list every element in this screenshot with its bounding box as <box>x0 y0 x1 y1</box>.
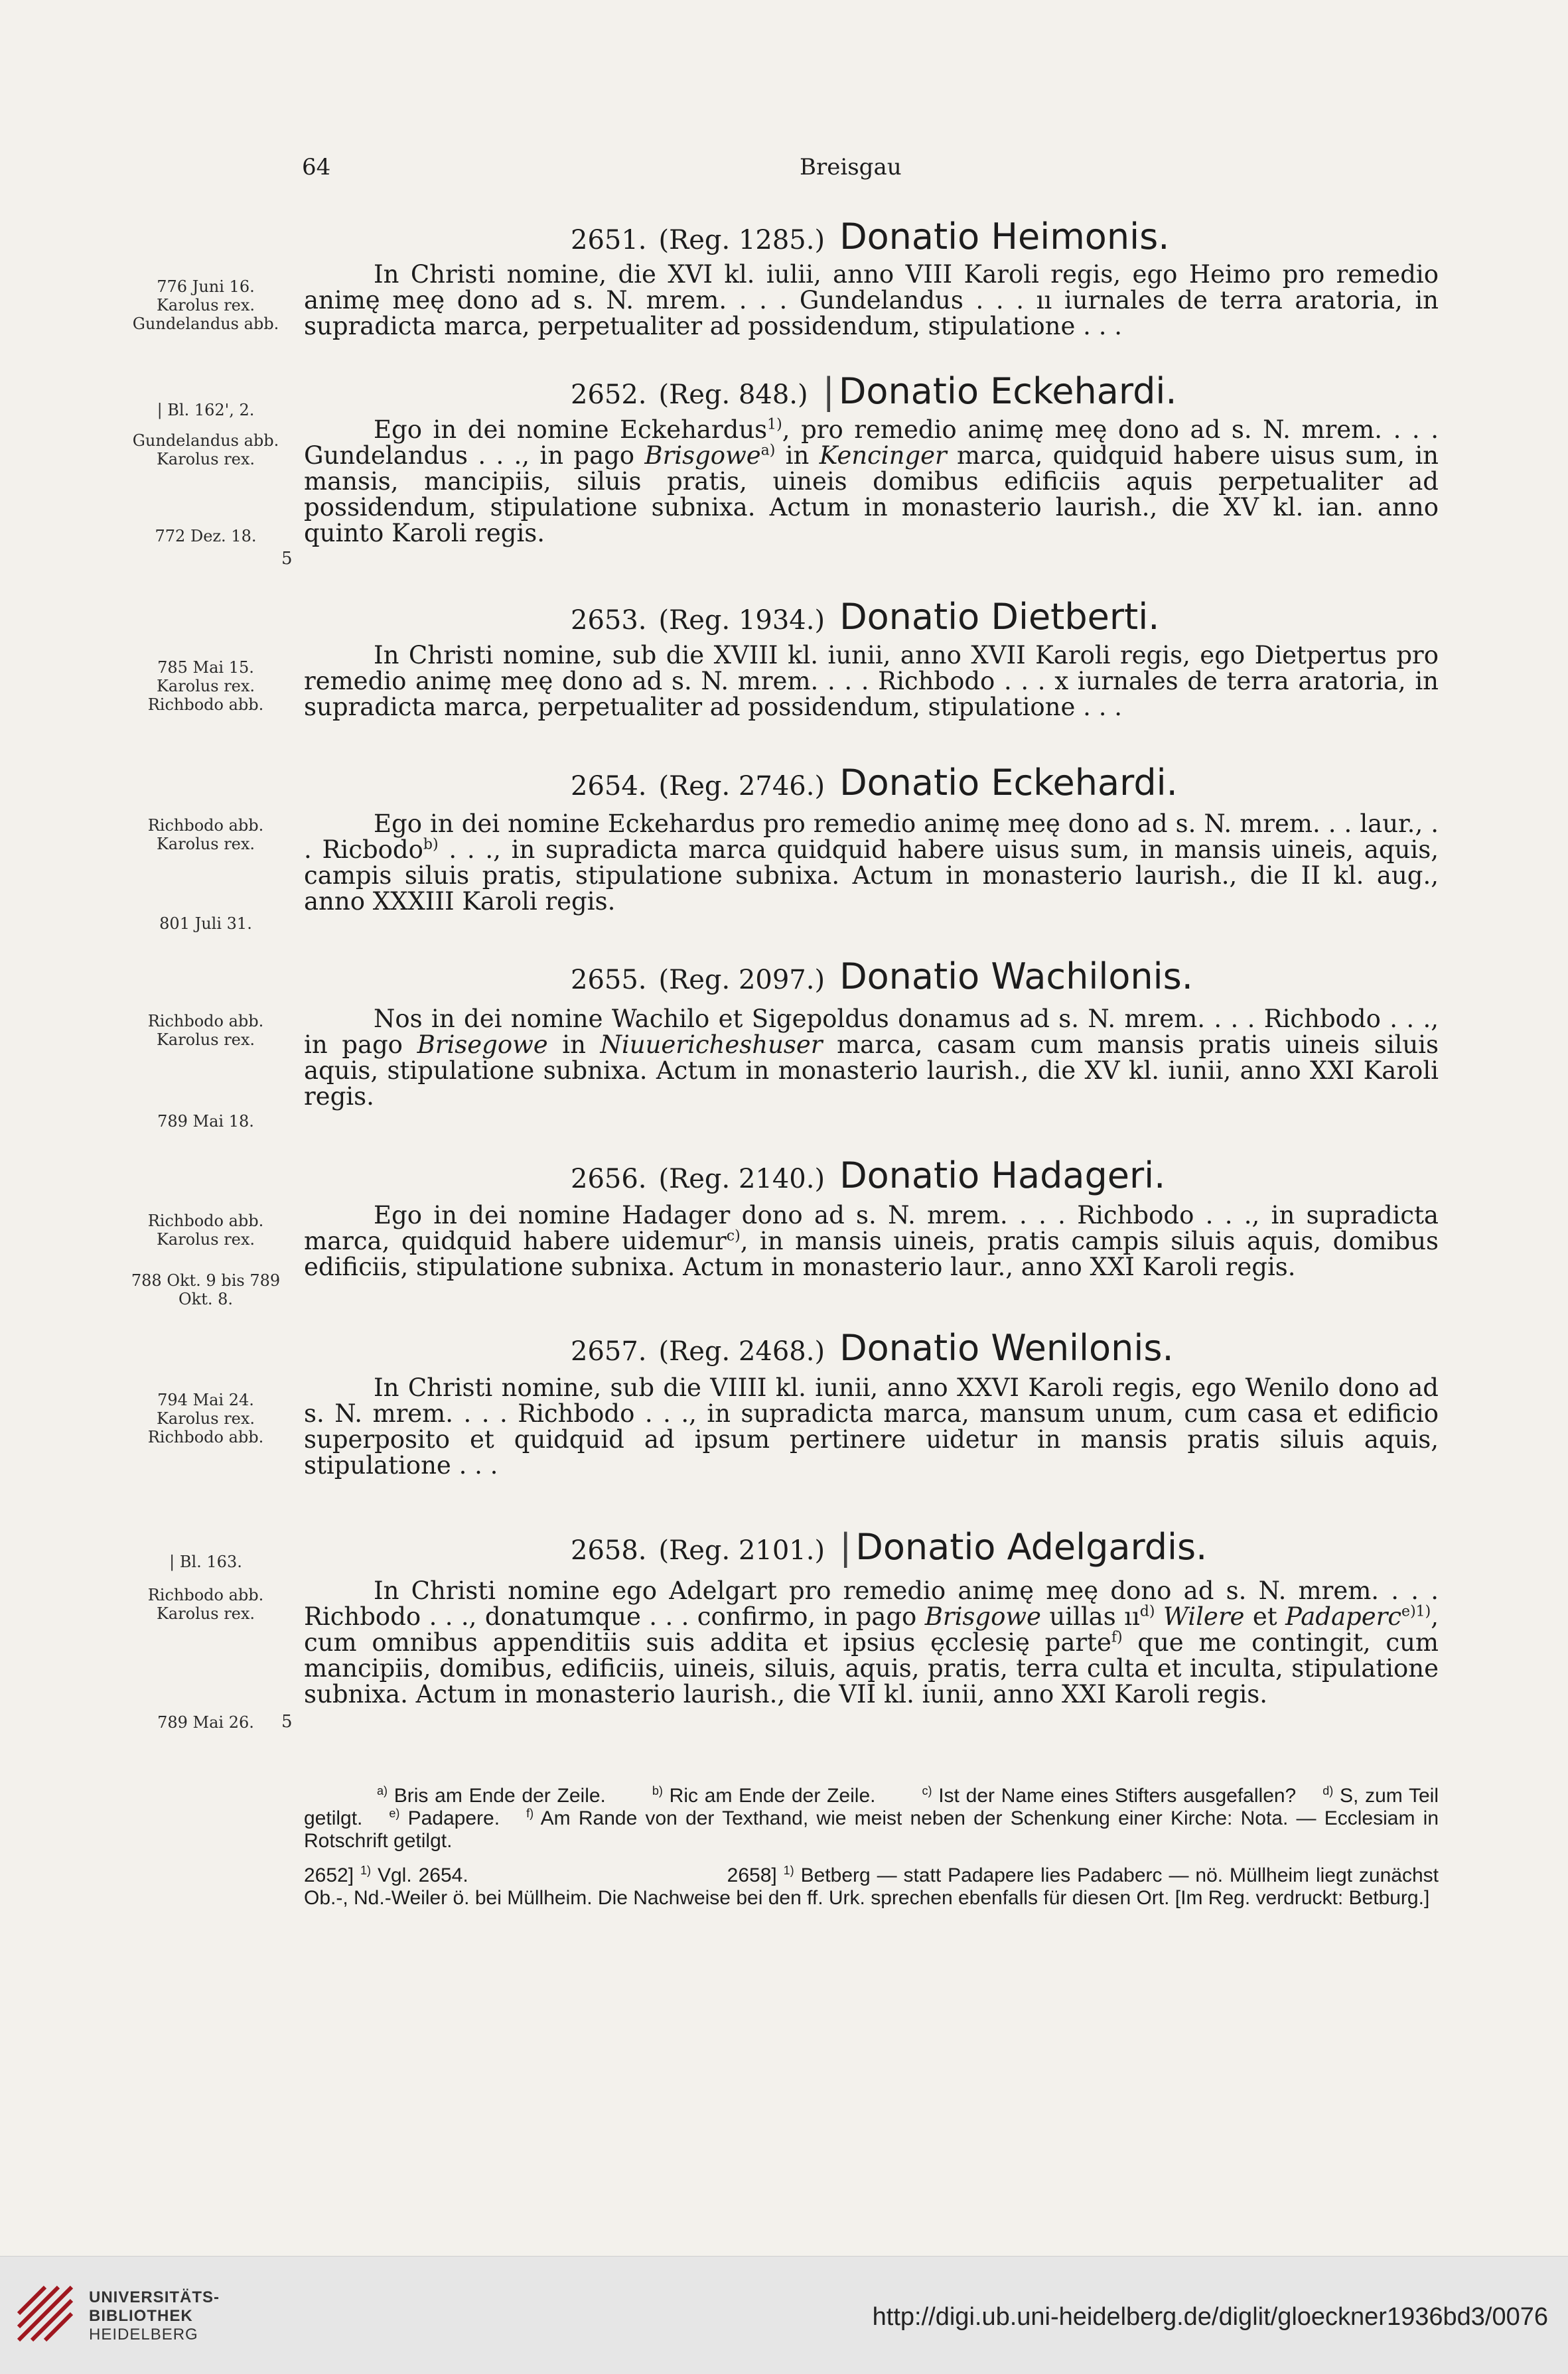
entry-number: 2657. <box>571 1336 647 1367</box>
margin-date: 801 Juli 31. <box>159 914 252 933</box>
margin-date: 789 Mai 18. <box>157 1112 254 1131</box>
margin-text: Richbodo abb. <box>147 816 264 835</box>
entry-text-2652: Ego in dei nomine Eckehardus$^{1)}$, pro remedio animę meę dono ad s. N. mrem. . . . Gundelandus . . ., in pago Brisgowe$^{a)}$ in Kencinger marca, quidquid habere uisus sum, in mansis, mancipiis, siluis pratis, uineis domibus edificiis aquis perpetualiter ad possidendum, stipulatione subnixa. Actum in monasterio laurish., die XV kl. ian. anno quinto Karoli regis. <box>304 415 1439 547</box>
entry-title: Donatio Hadageri. <box>839 1154 1166 1196</box>
margin-text: Karolus rex. <box>156 1230 255 1249</box>
folio-mark: | <box>822 370 835 412</box>
margin-note <box>126 1012 285 1049</box>
entry-heading-2653 <box>571 596 1159 638</box>
entry-heading-2651 <box>571 216 1169 257</box>
margin-folio: | Bl. 163. <box>169 1553 242 1571</box>
line-number: 5 <box>281 1712 293 1732</box>
entry-text-2657: In Christi nomine, sub die VIIII kl. iunii, anno XXVI Karoli regis, ego Wenilo dono ad s. N. mrem. . . . Richbodo . . ., in supradicta marca, mansum unum, cum casa et edificio superposito et quidquid ad ipsum pertinere uidetur in mansis pratis siluis aquis, stipulatione . . . <box>304 1373 1439 1480</box>
margin-text: Karolus rex. <box>156 296 255 314</box>
line-number: 5 <box>281 549 293 569</box>
entry-text-2654: Ego in dei nomine Eckehardus pro remedio animę meę dono ad s. N. mrem. . . laur., . . Ricbodo$^{b)}$ . . ., in supradicta marca quidquid habere uisus sum, in mansis uineis, aquis, campis siluis pratis, stipulatione subnixa. Actum in monasterio laurish., die II kl. aug., anno XXXIII Karoli regis. <box>304 809 1439 916</box>
running-head <box>0 154 1568 187</box>
register-ref: (Reg. 848.) <box>658 380 808 410</box>
entry-text-2658: In Christi nomine ego Adelgart pro remedio animę meę dono ad s. N. mrem. . . . Richbodo . . ., donatumque . . . confirmo, in pago Brisgowe uillas $ıı^{d)}$ Wilere et Padaperc$^{e)1)}$, cum omnibus appenditiis suis addita et ipsius ęcclesię parte$^{f)}$ que me contingit, cum mancipiis, domibus, edificiis, uineis, siluis, aquis, pratis, terra culta et inculta, stipulatione subnixa. Actum in monasterio laurish., die VII kl. iunii, anno XXI Karoli regis. <box>304 1576 1439 1709</box>
page-number: 64 <box>302 154 331 180</box>
entry-heading-2657 <box>571 1327 1174 1369</box>
margin-folio: | Bl. 162', 2. <box>157 401 255 419</box>
footnotes <box>304 1785 1439 1921</box>
viewer-footer <box>0 2256 1568 2374</box>
margin-text: Richbodo abb. <box>147 695 264 714</box>
margin-text: Karolus rex. <box>156 1030 255 1049</box>
margin-text: Richbodo abb. <box>147 1012 264 1030</box>
entry-heading-2652 <box>571 370 1177 412</box>
entry-heading-2655 <box>571 955 1193 997</box>
entry-number: 2656. <box>571 1164 647 1194</box>
entry-number: 2658. <box>571 1535 647 1566</box>
margin-date: 776 Juni 16. <box>157 277 255 296</box>
entry-title: Donatio Eckehardi. <box>838 370 1177 412</box>
entry-number: 2655. <box>571 965 647 995</box>
commentary-notes: 2652] $^{1)}$ Vgl. 2654. 2658] $^{1)}$ Betberg — statt Padapere lies Padaberc — nö. Müllheim liegt zunächst Ob.-, Nd.-Weiler ö. bei Müllheim. Die Nachweise bei den ff. Urk. sprechen ebenfalls für diesen Ort. [Im Reg. verdruckt: Betburg.] <box>304 1864 1439 1909</box>
margin-note <box>126 431 285 468</box>
margin-note <box>126 658 285 714</box>
register-ref: (Reg. 2746.) <box>658 771 825 802</box>
margin-text: Karolus rex. <box>156 450 255 468</box>
entry-text-2651: In Christi nomine, die XVI kl. iulii, anno VIII Karoli regis, ego Heimo pro remedio animę meę dono ad s. N. mrem. . . . Gundelandus . . . ıı iurnales de terra aratoria, in supradicta marca, perpetualiter ad possidendum, stipulatione . . . <box>304 260 1439 340</box>
margin-note <box>126 1586 285 1623</box>
entry-title: Donatio Adelgardis. <box>855 1526 1208 1568</box>
margin-date: 772 Dez. 18. <box>155 527 257 545</box>
entry-text-2653: In Christi nomine, sub die XVIII kl. iunii, anno XVII Karoli regis, ego Dietpertus pro remedio animę meę dono ad s. N. mrem. . . . Richbodo . . . x iurnales de terra aratoria, in supradicta marca, perpetualiter ad possidendum, stipulatione . . . <box>304 641 1439 721</box>
entry-heading-2654 <box>571 762 1178 803</box>
margin-date: 788 Okt. 9 bis 789 Okt. 8. <box>131 1271 281 1308</box>
register-ref: (Reg. 1285.) <box>658 225 825 255</box>
entry-heading-2658 <box>571 1526 1207 1568</box>
margin-text: Karolus rex. <box>156 1604 255 1623</box>
margin-note <box>126 816 285 853</box>
library-logo-icon <box>12 2280 78 2347</box>
register-ref: (Reg. 2101.) <box>658 1535 825 1566</box>
permalink-url[interactable]: http://digi.ub.uni-heidelberg.de/diglit/gloeckner1936bd3/0076 <box>872 2303 1548 2331</box>
entry-title: Donatio Wenilonis. <box>839 1327 1174 1369</box>
margin-text: Richbodo abb. <box>147 1428 264 1446</box>
margin-note <box>126 1212 285 1249</box>
library-logo-text: UNIVERSITÄTS- BIBLIOTHEK HEIDELBERG <box>89 2288 220 2343</box>
margin-date: 789 Mai 26. <box>157 1713 254 1732</box>
margin-note <box>126 1391 285 1446</box>
critical-apparatus: $^{a)}$ Bris am Ende der Zeile. $^{b)}$ Ric am Ende der Zeile. $^{c)}$ Ist der Name eines Stifters ausgefallen? $^{d)}$ S, zum Teil getilgt. $^{e)}$ Padapere. $^{f)}$ Am Rande von der Texthand, wie meist neben der Schenkung einer Kirche: Nota. — Ecclesiam in Rotschrift getilgt. <box>304 1784 1439 1852</box>
entry-number: 2652. <box>571 380 647 410</box>
entry-text-2655: Nos in dei nomine Wachilo et Sigepoldus donamus ad s. N. mrem. . . . Richbodo . . ., in pago Brisegowe in Niuuericheshuser marca, casam cum mansis pratis uineis siluis aquis, stipulatione subnixa. Actum in monasterio laurish., die XV kl. iunii, anno XXI Karoli regis. <box>304 1005 1439 1111</box>
register-ref: (Reg. 2140.) <box>658 1164 825 1194</box>
entry-number: 2654. <box>571 771 647 802</box>
margin-text: Karolus rex. <box>156 835 255 853</box>
margin-date: 785 Mai 15. <box>157 658 254 677</box>
entry-text-2656: Ego in dei nomine Hadager dono ad s. N. mrem. . . . Richbodo . . ., in supradicta marca, quidquid habere uidemur$^{c)}$, in mansis uineis, pratis campis siluis aquis, domibus edificiis, stipulatione subnixa. Actum in monasterio laur., anno XXI Karoli regis. <box>304 1201 1439 1281</box>
margin-note <box>126 277 285 333</box>
margin-text: Karolus rex. <box>156 1409 255 1428</box>
register-ref: (Reg. 2097.) <box>658 965 825 995</box>
page-header: Breisgau <box>800 154 902 180</box>
entry-title: Donatio Wachilonis. <box>839 955 1193 997</box>
entry-number: 2651. <box>571 225 647 255</box>
entry-title: Donatio Eckehardi. <box>839 762 1178 803</box>
entry-number: 2653. <box>571 605 647 636</box>
margin-text: Richbodo abb. <box>147 1212 264 1230</box>
margin-date: 794 Mai 24. <box>157 1391 254 1409</box>
register-ref: (Reg. 1934.) <box>658 605 825 636</box>
entry-title: Donatio Heimonis. <box>839 216 1170 257</box>
entry-heading-2656 <box>571 1154 1165 1196</box>
margin-text: Gundelandus abb. <box>132 431 279 450</box>
margin-text: Gundelandus abb. <box>132 314 279 333</box>
entry-title: Donatio Dietberti. <box>839 596 1160 638</box>
folio-mark: | <box>839 1526 852 1568</box>
margin-text: Richbodo abb. <box>147 1586 264 1604</box>
margin-text: Karolus rex. <box>156 677 255 695</box>
register-ref: (Reg. 2468.) <box>658 1336 825 1367</box>
